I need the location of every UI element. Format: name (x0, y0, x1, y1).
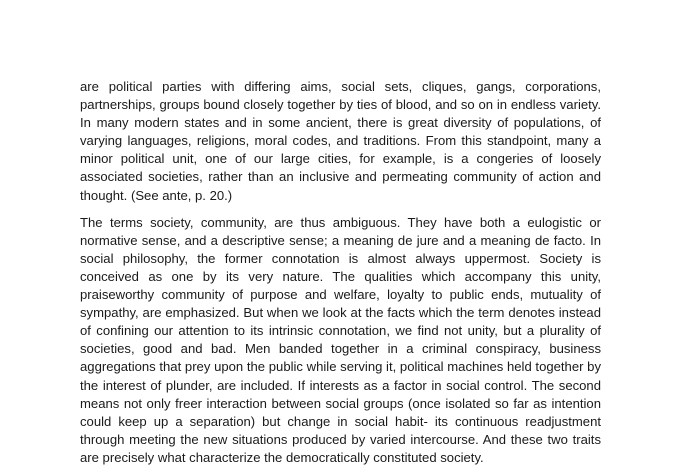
paragraph-2: The terms society, community, are thus ambiguous. They have both a eulogistic or normative sense, and a descriptive sense; a meaning de jure and a meaning de facto. In social philosophy, the former connotation is almost always uppermost. Society is conceived as one by its very nature. The qualities which accompany this unity, praiseworthy community of purpose and welfare, loyalty to public ends, mutuality of sympathy, are emphasized. But when we look at the facts which the term denotes instead of confining our attention to its intrinsic connotation, we find not unity, but a plurality of societies, good and bad. Men banded together in a criminal conspiracy, business aggregations that prey upon the public while serving it, political machines held together by the interest of plunder, are included. If interests as a factor in social control. The second means not only freer interaction between social groups (once isolated so far as intention could keep up a separation) but change in social habit- its continuous readjustment through meeting the new situations produced by varied intercourse. And these two traits are precisely what characterize the democratically constituted society. (80, 214, 601, 465)
document-page (80, 78, 601, 467)
paragraph-1: are political parties with differing aims, social sets, cliques, gangs, corporations, partnerships, groups bound closely together by ties of blood, and so on in endless variety. In many modern states and in some ancient, there is great diversity of populations, of varying languages, religions, moral codes, and traditions. From this standpoint, many a minor political unit, one of our large cities, for example, is a congeries of loosely associated societies, rather than an inclusive and permeating community of action and thought. (See ante, p. 20.) (80, 79, 601, 203)
